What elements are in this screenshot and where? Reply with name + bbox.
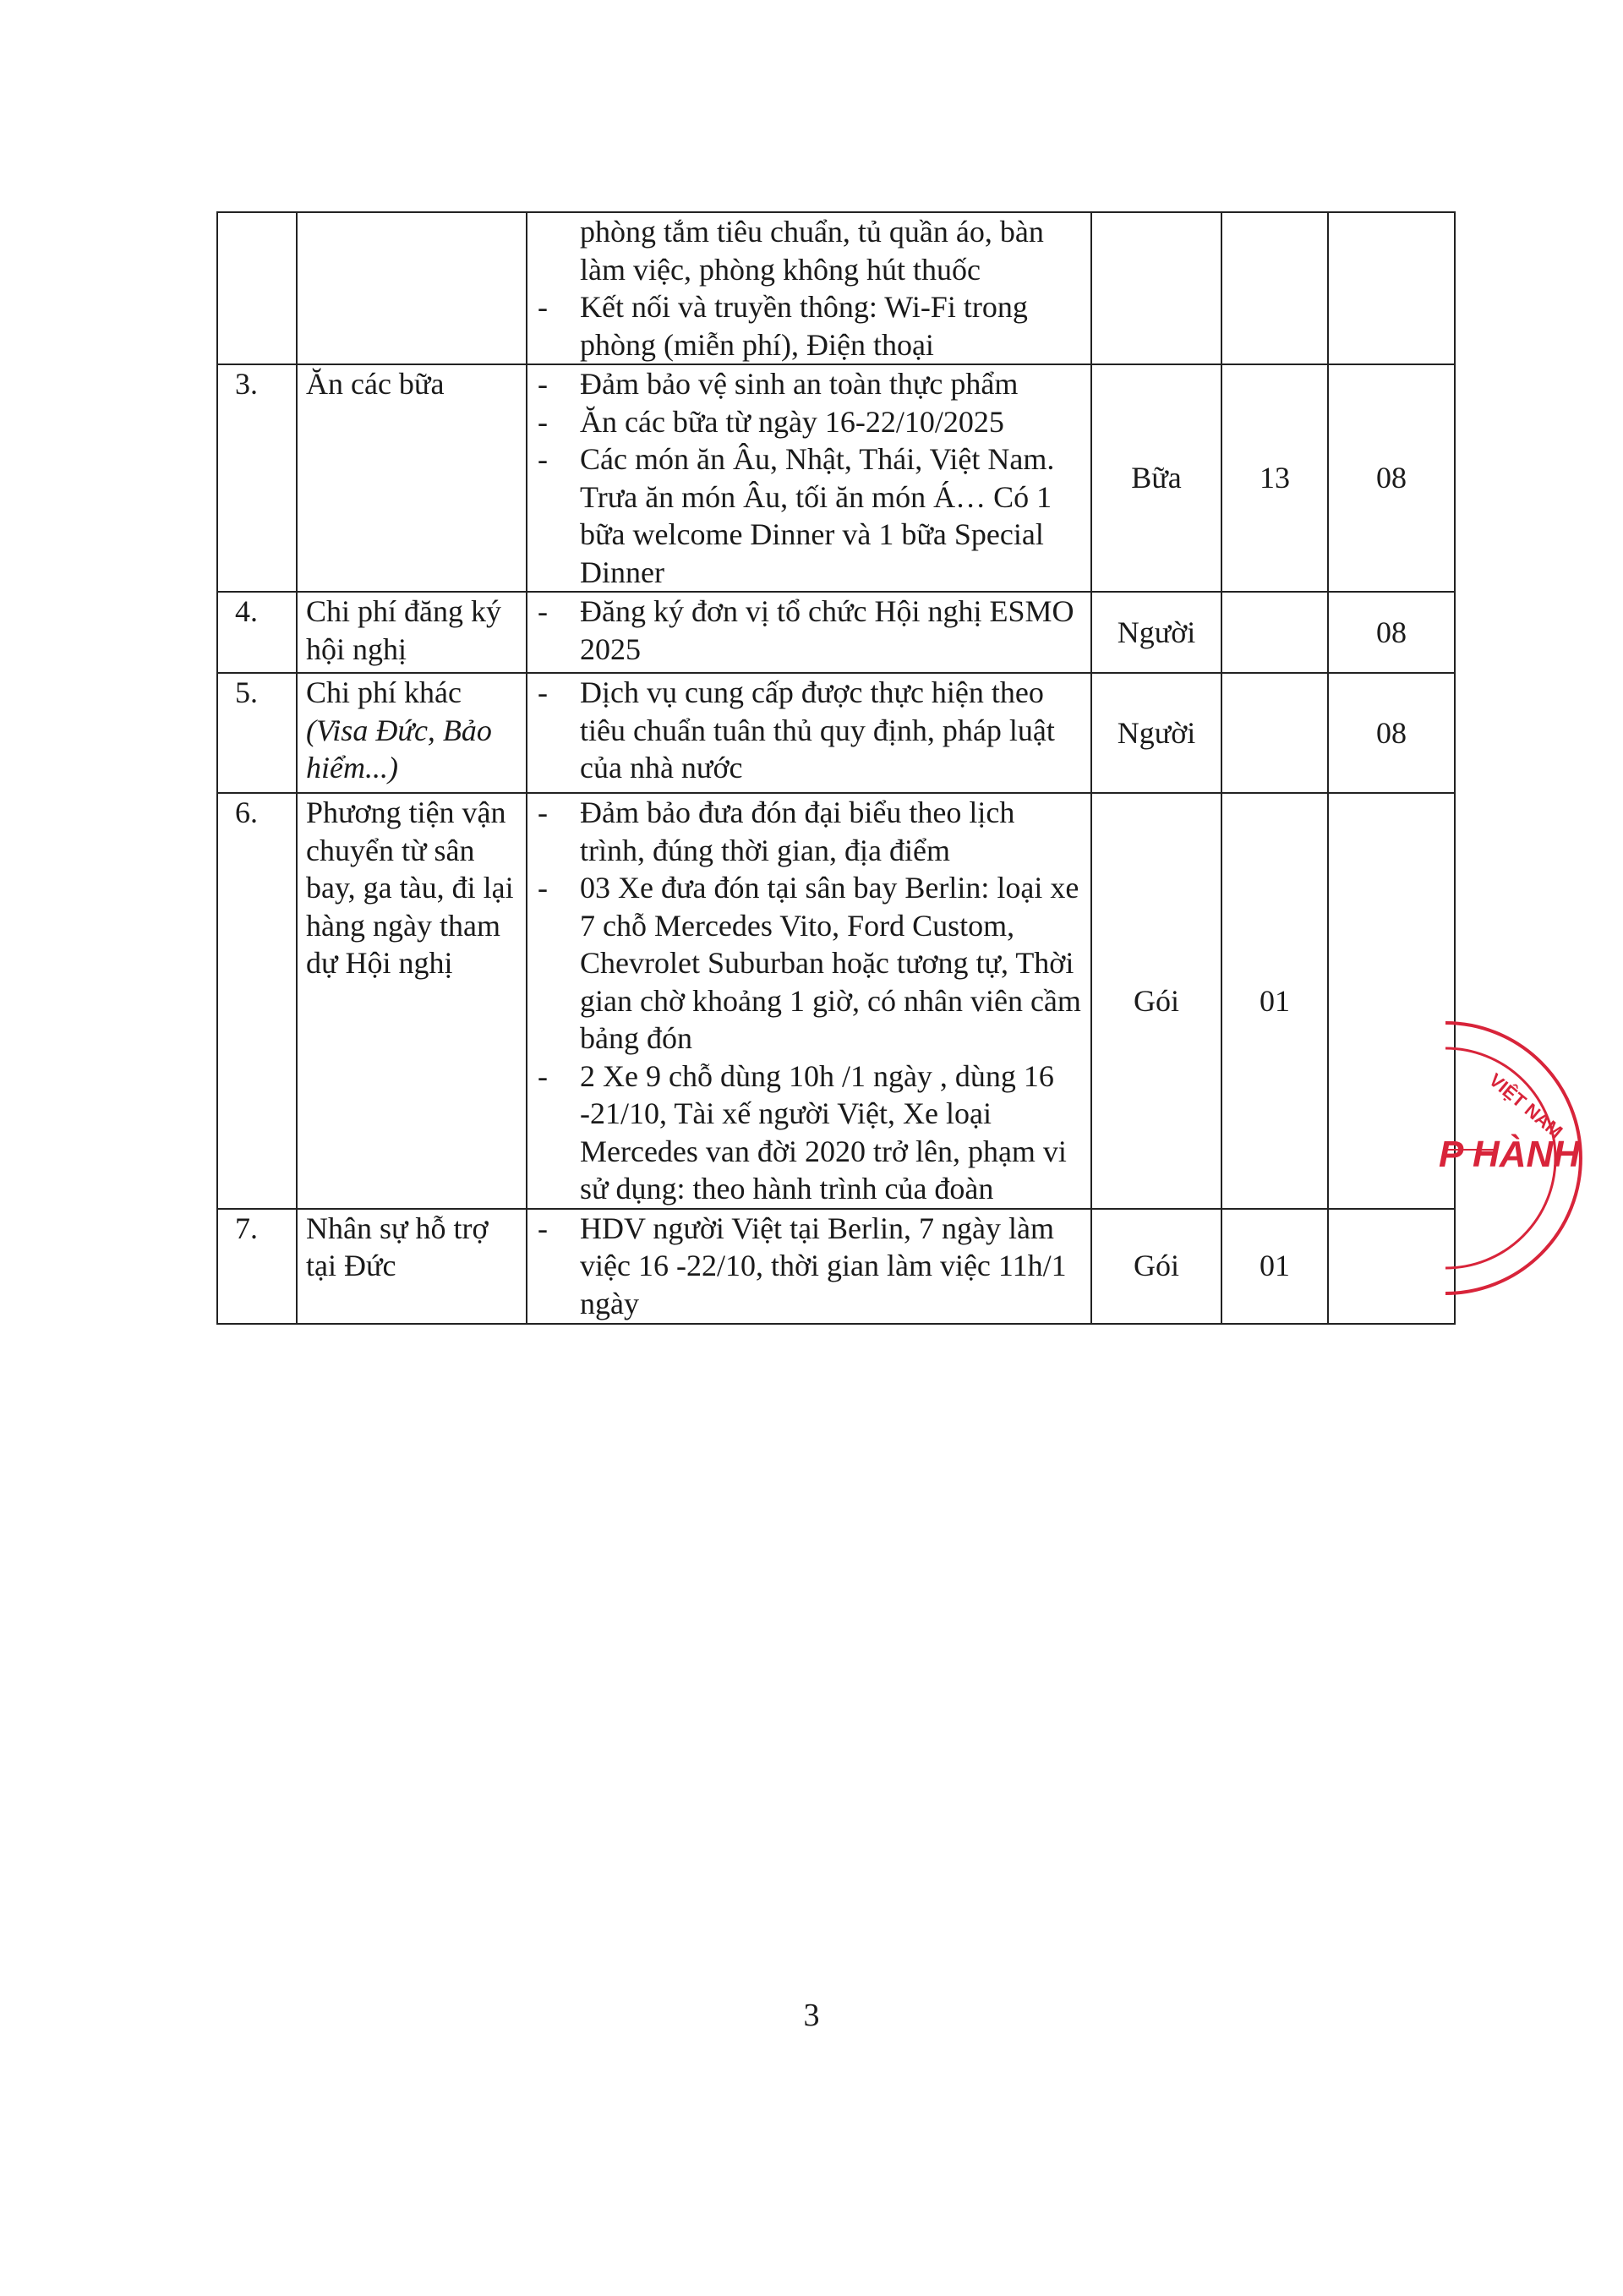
row-persons: 08 [1328,364,1455,592]
description-bullet: - Đăng ký đơn vị tổ chức Hội nghị ESMO 2025 [536,593,1082,668]
row-persons: 08 [1328,592,1455,673]
row-description [527,793,1091,1209]
description-bullet: - Các món ăn Âu, Nhật, Thái, Việt Nam. Trưa ăn món Âu, tối ăn món Á… Có 1 bữa welcome Dinner và 1 bữa Special Dinner [536,440,1082,591]
row-unit: Gói [1091,793,1221,1209]
row-quantity [1221,592,1328,673]
row-item [297,212,527,364]
row-number: 3. [217,364,297,592]
row-persons [1328,212,1455,364]
row-description [527,592,1091,673]
row-item [297,673,527,793]
row-unit: Người [1091,592,1221,673]
row-item-note: (Visa Đức, Bảo hiểm...) [306,713,492,784]
page-number: 3 [803,1998,820,2033]
row-quantity: 01 [1221,1209,1328,1324]
table-row [217,793,1455,1209]
row-quantity [1221,673,1328,793]
cost-table [216,211,1456,1325]
table-row [217,212,1455,364]
description-bullet: - Đảm bảo đưa đón đại biểu theo lịch trình, đúng thời gian, địa điểm [536,794,1082,869]
description-bullet: - 2 Xe 9 chỗ dùng 10h /1 ngày , dùng 16 -21/10, Tài xế người Việt, Xe loại Mercedes van đời 2020 trở lên, phạm vi sử dụng: theo hành trình của đoàn [536,1058,1082,1208]
description-bullet: - Dịch vụ cung cấp được thực hiện theo tiêu chuẩn tuân thủ quy định, pháp luật của nhà nước [536,674,1082,787]
description-bullet: - 03 Xe đưa đón tại sân bay Berlin: loại xe 7 chỗ Mercedes Vito, Ford Custom, Chevrolet Suburban hoặc tương tự, Thời gian chờ khoảng 1 giờ, có nhân viên cầm bảng đón [536,869,1082,1058]
row-item: Chi phí đăng ký hội nghị [297,592,527,673]
row-description [527,212,1091,364]
row-number: 4. [217,592,297,673]
table-row [217,1209,1455,1324]
description-line: phòng tắm tiêu chuẩn, tủ quần áo, bàn làm việc, phòng không hút thuốc [580,215,1044,287]
description-bullet: - HDV người Việt tại Berlin, 7 ngày làm việc 16 -22/10, thời gian làm việc 11h/1 ngày [536,1210,1082,1323]
stamp-arc-text: VIỆT NAM [1484,1069,1567,1143]
row-description [527,364,1091,592]
row-unit [1091,212,1221,364]
table-row [217,592,1455,673]
stamp-text: P HÀNH [1439,1134,1581,1175]
description-bullet: - Ăn các bữa từ ngày 16-22/10/2025 [536,403,1082,441]
row-number: 7. [217,1209,297,1324]
row-item: Phương tiện vận chuyển từ sân bay, ga tàu, đi lại hàng ngày tham dự Hội nghị [297,793,527,1209]
official-stamp [1386,1014,1581,1319]
row-quantity: 01 [1221,793,1328,1209]
row-persons: 08 [1328,673,1455,793]
row-unit: Gói [1091,1209,1221,1324]
table-row [217,364,1455,592]
row-number [217,212,297,364]
cost-table-wrapper [216,211,1454,1325]
row-item: Ăn các bữa [297,364,527,592]
row-description [527,673,1091,793]
row-item: Nhân sự hỗ trợ tại Đức [297,1209,527,1324]
row-number: 5. [217,673,297,793]
row-number: 6. [217,793,297,1209]
row-quantity: 13 [1221,364,1328,592]
row-quantity [1221,212,1328,364]
row-item-title: Chi phí khác [306,675,462,709]
row-description [527,1209,1091,1324]
row-unit: Người [1091,673,1221,793]
description-bullet: - Đảm bảo vệ sinh an toàn thực phẩm [536,365,1082,403]
row-unit: Bữa [1091,364,1221,592]
table-row [217,673,1455,793]
description-bullet: - Kết nối và truyền thông: Wi-Fi trong phòng (miễn phí), Điện thoại [536,288,1082,364]
